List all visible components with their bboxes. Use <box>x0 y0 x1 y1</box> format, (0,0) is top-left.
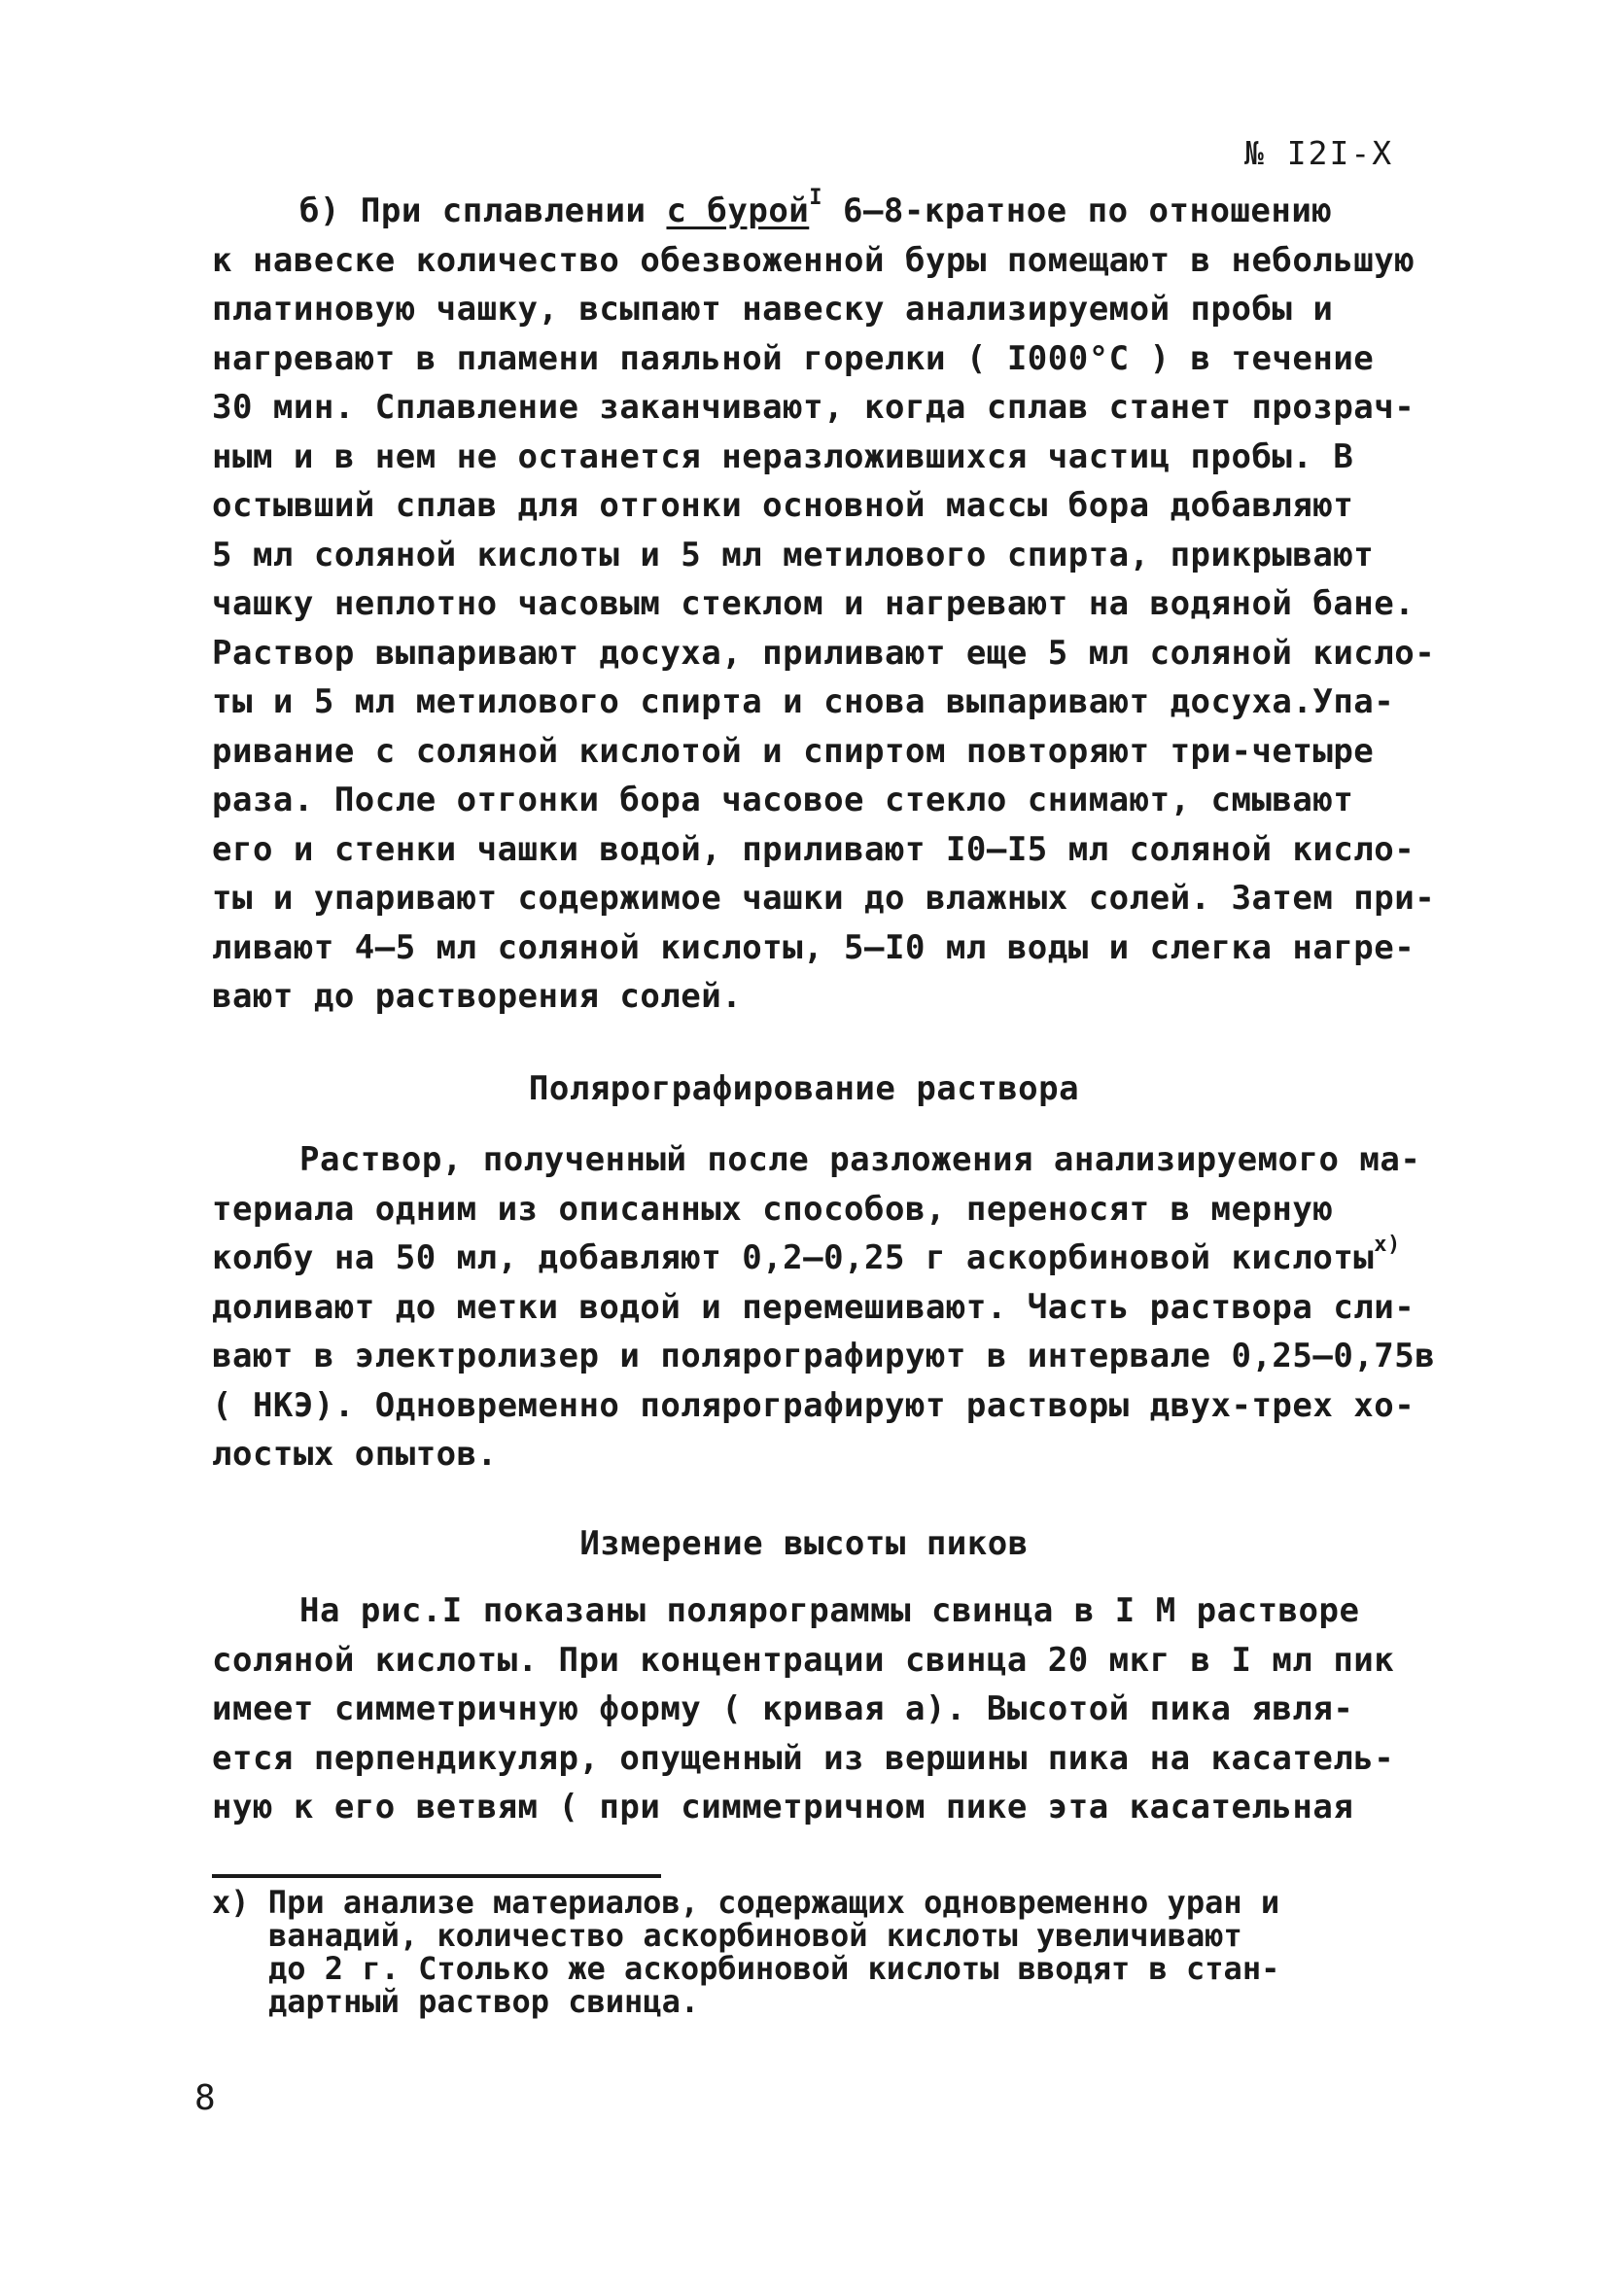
footnote-line: дартный раствор свинца. <box>268 1983 700 2020</box>
footnote-line: ванадий, количество аскорбиновой кислоты увеличивают <box>268 1917 1242 1954</box>
text-line: доливают до метки водой и перемешивают. Часть раствора сли- <box>212 1287 1416 1327</box>
text-line: ривание с соляной кислотой и спиртом повторяют три-четыре <box>212 731 1375 771</box>
text-line: ливают 4–5 мл соляной кислоты, 5–I0 мл воды и слегка нагре- <box>212 927 1416 967</box>
footnote-line: x) При анализе материалов, содержащих одновременно уран и <box>212 1884 1280 1921</box>
text-line: ( НКЭ). Одновременно полярографируют растворы двух-трех хо- <box>212 1385 1416 1425</box>
footnote-marker: x) <box>1374 1233 1401 1257</box>
footnote <box>212 1886 1427 2018</box>
text-line: Раствор, полученный после разложения анализируемого ма- <box>299 1140 1421 1179</box>
section-heading-peaks: Измерение высоты пиков <box>579 1524 1029 1563</box>
text-line: имеет симметричную форму ( кривая а). Высотой пика явля- <box>212 1689 1354 1728</box>
text-line: ты и упаривают содержимое чашки до влажных солей. Затем при- <box>212 879 1436 918</box>
superscript-marker: I <box>809 186 823 210</box>
text-line: вают в электролизер и полярографируют в интервале 0,25–0,75в <box>212 1337 1436 1375</box>
section-borax-fusion <box>212 187 1447 1022</box>
text-line: ется перпендикуляр, опущенный из вершины пика на касатель- <box>212 1738 1395 1778</box>
text-line: ную к его ветвям ( при симметричном пике эта касательная <box>212 1788 1354 1826</box>
text-line: ным и в нем не останется неразложившихся частиц пробы. В <box>212 436 1354 476</box>
text-line-with-footnote <box>212 1234 1447 1283</box>
text-line: лостых опытов. <box>212 1435 498 1474</box>
text-line: чашку неплотно часовым стеклом и нагревают на водяной бане. <box>212 584 1416 623</box>
underlined-term: с бурой <box>666 191 810 230</box>
section-polarography <box>212 1135 1447 1479</box>
text-line: териала одним из описанных способов, переносят в мерную <box>212 1189 1334 1229</box>
text-line: к навеске количество обезвоженной буры помещают в небольшую <box>212 240 1416 280</box>
text-line: соляной кислоты. При концентрации свинца 20 мкг в I мл пик <box>212 1640 1395 1680</box>
section-heading-polarography: Полярографирование раствора <box>528 1069 1080 1108</box>
text-line-content: колбу на 50 мл, добавляют 0,2–0,25 г аскорбиновой кислоты <box>212 1238 1375 1277</box>
text-line: нагревают в пламени паяльной горелки ( I000°С ) в течение <box>212 338 1375 378</box>
page-number: 8 <box>194 2078 216 2118</box>
document-number: № I2I-X <box>1244 134 1394 172</box>
footnote-divider <box>212 1874 661 1878</box>
text-line: 5 мл соляной кислоты и 5 мл метилового спирта, прикрывают <box>212 535 1375 574</box>
footnote-line: до 2 г. Столько же аскорбиновой кислоты вводят в стан- <box>268 1950 1280 1987</box>
text-line: На рис.I показаны полярограммы свинца в I М растворе <box>299 1591 1360 1630</box>
text-line: Раствор выпаривают досуха, приливают еще 5 мл соляной кисло- <box>212 633 1436 673</box>
text-line: 30 мин. Сплавление заканчивают, когда сплав станет прозрач- <box>212 388 1416 427</box>
section-peak-measurement <box>212 1586 1447 1832</box>
text-line: раза. После отгонки бора часовое стекло снимают, смывают <box>212 781 1354 819</box>
text-line: его и стенки чашки водой, приливают I0–I5 мл соляной кисло- <box>212 829 1416 869</box>
text-line: остывший сплав для отгонки основной массы бора добавляют <box>212 486 1354 525</box>
paragraph-lead: б) При сплавлении <box>299 191 667 230</box>
text-line: платиновую чашку, всыпают навеску анализируемой пробы и <box>212 290 1334 329</box>
text-line: ты и 5 мл метилового спирта и снова выпаривают досуха.Упа- <box>212 682 1395 721</box>
text-line: вают до растворения солей. <box>212 977 743 1016</box>
paragraph-first-line <box>212 187 1447 236</box>
paragraph-lead-rest: 6–8-кратное по отношению <box>822 191 1333 230</box>
